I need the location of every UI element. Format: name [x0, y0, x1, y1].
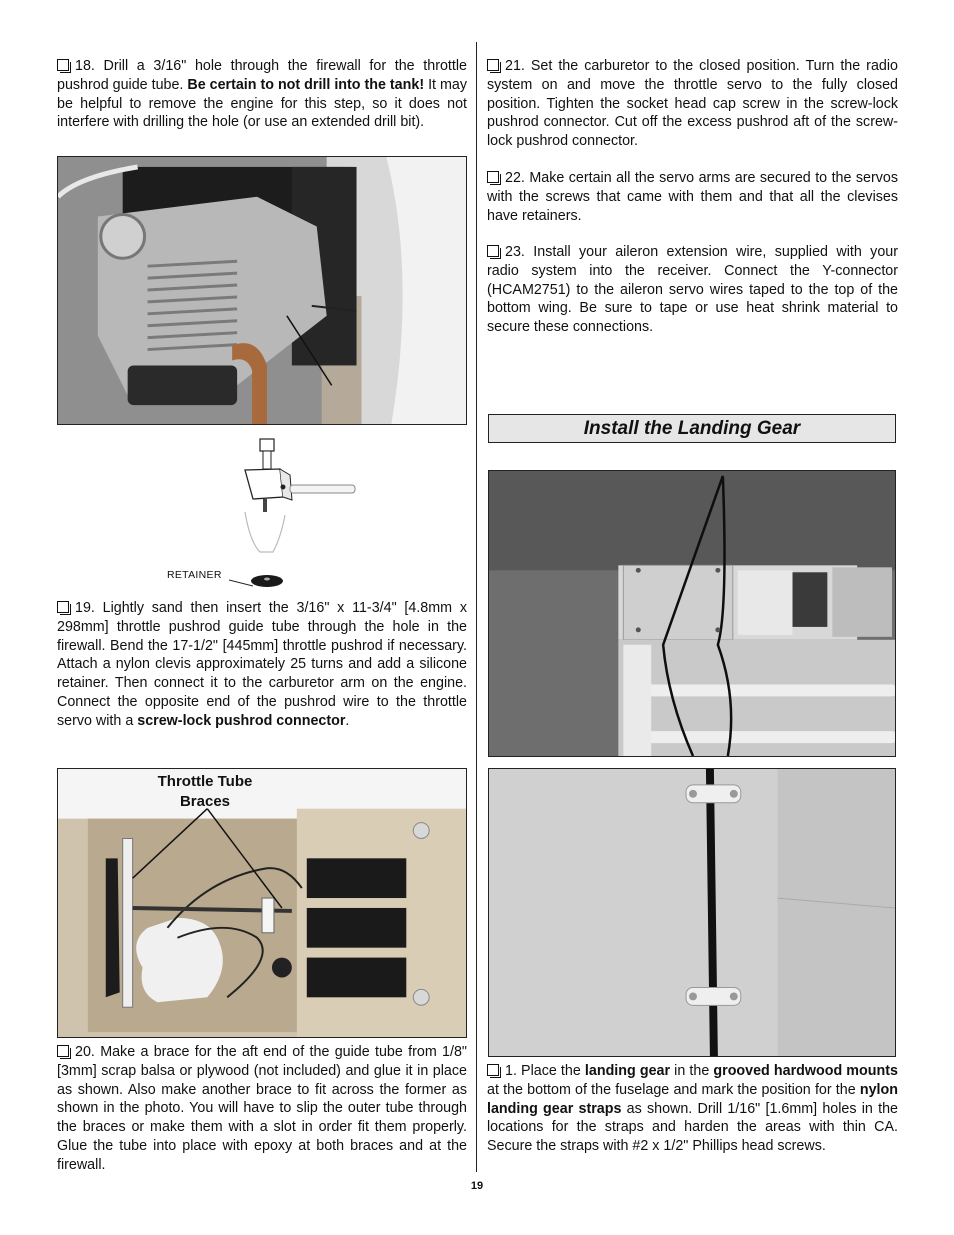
checkbox-icon[interactable] — [57, 601, 69, 613]
landing-gear-straps-photo — [488, 768, 896, 1057]
checkbox-icon[interactable] — [487, 171, 499, 183]
step-21-number: 21. — [505, 58, 525, 74]
step-1-number: 1. — [505, 1063, 517, 1079]
step-19-number: 19. — [75, 600, 95, 616]
landing-gear-fuselage-photo — [488, 470, 896, 757]
section-heading — [488, 414, 896, 443]
page-number: 19 — [470, 1180, 484, 1192]
step-23-paragraph: 23. Install your aileron extension wire, supplied with your radio system into the receiver. Connect the Y-connector (HCAM2751) to the aileron servo wires taped to the top of the bottom wing. Be sure to tape or use heat shrink material to secure these connections. — [487, 244, 898, 336]
step-18-paragraph: 18. Drill a 3/16" hole through the firewall for the throttle pushrod guide tube. Be certain to not drill into the tank! It may be helpful to remove the engine for this step, so it does not interfere with drilling the hole (or use an extended drill bit). — [57, 58, 467, 131]
checkbox-icon[interactable] — [57, 59, 69, 71]
checkbox-icon[interactable] — [487, 1064, 499, 1076]
retainer-leader-line — [229, 574, 253, 582]
retainer-label: RETAINER — [167, 569, 222, 581]
step-20-number: 20. — [75, 1044, 95, 1060]
clevis-retainer-diagram — [225, 437, 365, 587]
column-divider — [476, 42, 477, 1172]
step-21-paragraph: 21. Set the carburetor to the closed position. Turn the radio system on and move the throttle servo to the fully closed position. Tighten the socket head cap screw in the screw-lock pushrod connector. Cut off the excess pushrod aft of the screw-lock pushrod connector. — [487, 58, 898, 150]
step-18-number: 18. — [75, 58, 95, 74]
checkbox-icon[interactable] — [487, 59, 499, 71]
throttle-tube-braces-photo — [57, 768, 467, 1038]
landing-gear-step-1-paragraph: 1. Place the landing gear in the grooved hardwood mounts at the bottom of the fuselage and mark the position for the nylon landing gear straps as shown. Drill 1/16" [1.6mm] holes in the locations for the straps and harden the areas with thin CA. Secure the straps with #2 x 1/2" Phillips head screws. — [487, 1063, 898, 1155]
checkbox-icon[interactable] — [57, 1045, 69, 1057]
checkbox-icon[interactable] — [487, 245, 499, 257]
step-22-number: 22. — [505, 170, 525, 186]
step-19-paragraph: 19. Lightly sand then insert the 3/16" x 11-3/4" [4.8mm x 298mm] throttle pushrod guide tube through the hole in the firewall. Bend the 17-1/2" [445mm] throttle pushrod if necessary. Attach a nylon clevis approximately 25 turns and add a silicone retainer. Then connect it to the carburetor arm on the engine. Connect the opposite end of the pushrod wire to the throttle servo with a screw-lock pushrod connector. — [57, 600, 467, 729]
engine-firewall-photo — [57, 156, 467, 425]
section-heading-text: Install the Landing Gear — [583, 417, 801, 439]
throttle-tube-braces-caption: Throttle Tube Braces — [157, 773, 253, 810]
step-20-paragraph: 20. Make a brace for the aft end of the guide tube from 1/8" [3mm] scrap balsa or plywood (not included) and glue it in place as shown. Also make another brace to fit across the former as shown in the photo. You will have to slip the outer tube through the braces or make them with a slot in order fit them properly. Glue the tube into place with epoxy at both braces and at the firewall. — [57, 1044, 467, 1173]
step-23-number: 23. — [505, 244, 525, 260]
step-22-paragraph: 22. Make certain all the servo arms are secured to the servos with the screws that came with them and that all the clevises have retainers. — [487, 170, 898, 224]
